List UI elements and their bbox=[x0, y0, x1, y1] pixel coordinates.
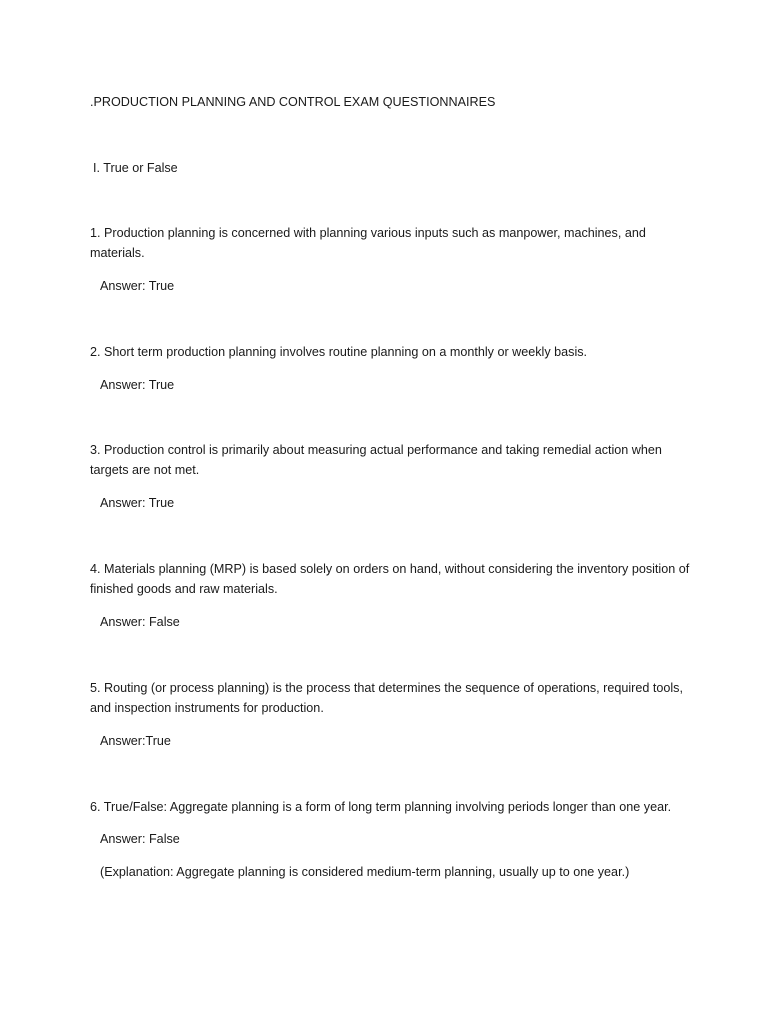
answer-4: Answer: False bbox=[100, 615, 180, 629]
question-2: 2. Short term production planning involves routine planning on a monthly or weekly basis. bbox=[90, 345, 588, 359]
question-1: 1. Production planning is concerned with planning various inputs such as manpower, machines, and materials. bbox=[90, 226, 646, 260]
answer-6: Answer: False bbox=[100, 832, 180, 846]
question-5: 5. Routing (or process planning) is the process that determines the sequence of operations, required tools, and inspection instruments for production. bbox=[90, 681, 683, 715]
answer-1: Answer: True bbox=[100, 279, 175, 293]
question-4: 4. Materials planning (MRP) is based solely on orders on hand, without considering the inventory position of finished goods and raw materials. bbox=[90, 562, 690, 596]
question-3: 3. Production control is primarily about measuring actual performance and taking remedial action when targets are not met. bbox=[90, 443, 662, 477]
answer-2: Answer: True bbox=[100, 378, 175, 392]
document-title: .PRODUCTION PLANNING AND CONTROL EXAM QUESTIONNAIRES bbox=[90, 95, 496, 109]
question-6: 6. True/False: Aggregate planning is a form of long term planning involving periods longer than one year. bbox=[90, 800, 672, 814]
answer-3: Answer: True bbox=[100, 496, 175, 510]
section-heading: I. True or False bbox=[93, 161, 178, 175]
explanation-6: (Explanation: Aggregate planning is considered medium-term planning, usually up to one year.) bbox=[100, 865, 630, 879]
answer-5: Answer:True bbox=[100, 734, 171, 748]
